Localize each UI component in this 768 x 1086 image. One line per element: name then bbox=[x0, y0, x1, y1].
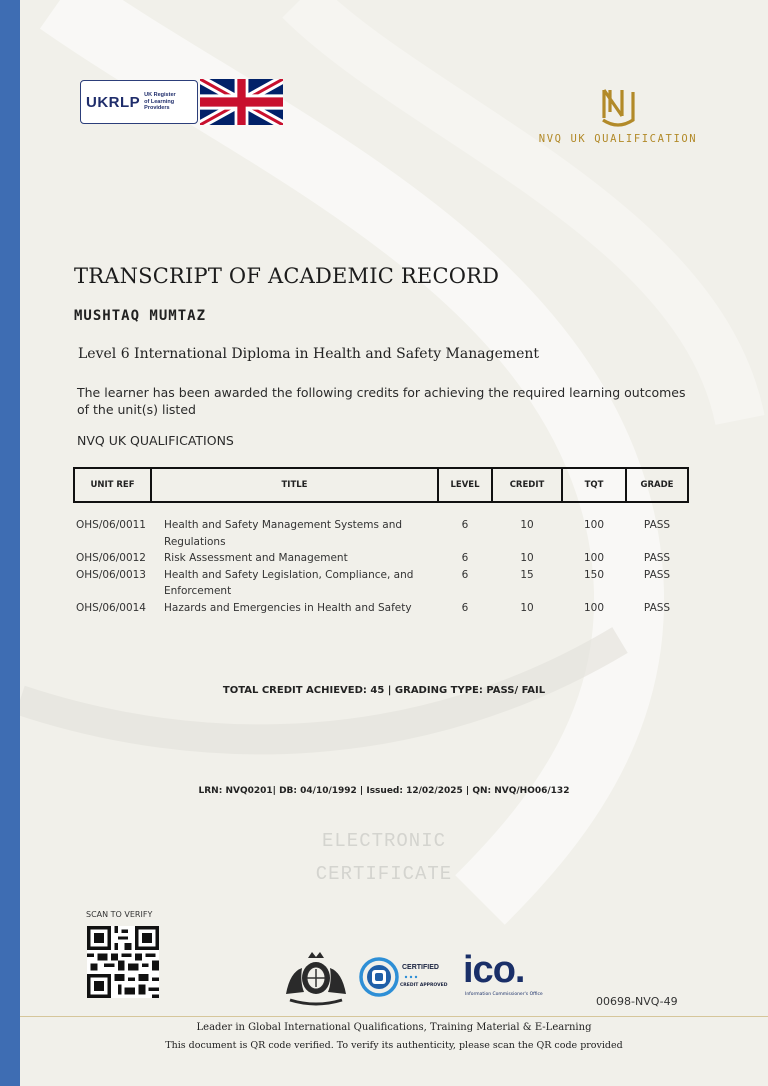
scan-to-verify-label: SCAN TO VERIFY bbox=[86, 910, 153, 919]
provider-name: NVQ UK QUALIFICATIONS bbox=[77, 433, 234, 448]
ukrlp-subtitle: UK Register of Learning Providers bbox=[144, 92, 176, 112]
unit-tqt: 150 bbox=[583, 568, 605, 581]
footer-divider bbox=[20, 1016, 768, 1017]
ukrlp-logo-text: UKRLP bbox=[86, 93, 141, 111]
header-grade: GRADE bbox=[626, 468, 688, 502]
certificate-code: 00698-NVQ-49 bbox=[596, 995, 678, 1008]
royal-coat-of-arms-icon bbox=[280, 948, 352, 1008]
unit-title: Health and Safety Management Systems and Regulations bbox=[164, 519, 403, 548]
header-title: TITLE bbox=[151, 468, 438, 502]
unit-tqt: 100 bbox=[583, 552, 605, 564]
footer-verification-note: This document is QR code verified. To verify its authenticity, please scan the QR code provided bbox=[165, 1040, 623, 1051]
footer-tagline: Leader in Global International Qualifications, Training Material & E-Learning bbox=[196, 1022, 592, 1033]
unit-grade: PASS bbox=[643, 568, 671, 581]
learner-meta: LRN: NVQ0201| DB: 04/10/1992 | Issued: 12/02/2025 | QN: NVQ/HO06/132 bbox=[198, 786, 570, 796]
unit-tqt: 100 bbox=[583, 519, 605, 531]
table-header-row bbox=[74, 468, 688, 502]
unit-grade: PASS bbox=[643, 519, 671, 531]
unit-tqt: 100 bbox=[583, 601, 605, 614]
unit-ref: OHS/06/0014 bbox=[76, 601, 146, 614]
header-credit: CREDIT bbox=[492, 468, 562, 502]
unit-ref: OHS/06/0011 bbox=[76, 519, 146, 531]
header-tqt: TQT bbox=[562, 468, 626, 502]
page-title: TRANSCRIPT OF ACADEMIC RECORD bbox=[74, 264, 500, 288]
header-unit-ref: UNIT REF bbox=[74, 468, 151, 502]
total-credit: TOTAL CREDIT ACHIEVED: 45 | GRADING TYPE: PASS/ FAIL bbox=[222, 685, 546, 696]
unit-credit: 10 bbox=[520, 552, 534, 564]
table-row bbox=[74, 550, 688, 567]
table-row bbox=[74, 502, 688, 550]
qr-code-icon[interactable] bbox=[87, 926, 159, 998]
qualification-title: Level 6 International Diploma in Health and Safety Management bbox=[78, 346, 540, 362]
unit-grade: PASS bbox=[643, 552, 671, 564]
unit-credit: 10 bbox=[520, 601, 534, 614]
table-row bbox=[74, 567, 688, 600]
header-level: LEVEL bbox=[438, 468, 492, 502]
learner-name: MUSHTAQ MUMTAZ bbox=[74, 308, 207, 324]
ukrlp-logo bbox=[80, 80, 198, 124]
uk-flag-icon bbox=[200, 79, 283, 125]
cpd-credit-approved-label: CREDIT APPROVED bbox=[400, 983, 448, 988]
unit-ref: OHS/06/0012 bbox=[76, 552, 146, 564]
nvq-monogram-icon bbox=[600, 88, 636, 128]
table-row bbox=[74, 600, 688, 617]
brand-name: NVQ UK QUALIFICATION bbox=[538, 133, 698, 145]
side-accent-bar bbox=[0, 0, 20, 1086]
unit-credit: 15 bbox=[520, 568, 534, 581]
unit-title: Health and Safety Legislation, Compliance, and Enforcement bbox=[164, 568, 414, 597]
intro-text: The learner has been awarded the following credits for achieving the required learning outcomes of the unit(s) listed bbox=[77, 385, 686, 417]
unit-credit: 10 bbox=[520, 519, 534, 531]
ico-subtitle: Information Commissioner's Office bbox=[465, 992, 543, 997]
unit-level: 6 bbox=[461, 519, 469, 531]
unit-level: 6 bbox=[461, 568, 469, 581]
unit-grade: PASS bbox=[643, 601, 671, 614]
watermark-line-2: CERTIFICATE bbox=[315, 863, 453, 885]
ico-logo: ico. bbox=[463, 949, 525, 991]
cpd-certified-label: CERTIFIED bbox=[402, 964, 439, 971]
unit-level: 6 bbox=[461, 552, 469, 564]
unit-level: 6 bbox=[461, 601, 469, 614]
electronic-certificate-watermark bbox=[0, 825, 768, 891]
units-table bbox=[73, 467, 689, 616]
watermark-line-1: ELECTRONIC bbox=[321, 830, 447, 852]
unit-title: Hazards and Emergencies in Health and Safety bbox=[164, 601, 412, 614]
cpd-certified-badge bbox=[358, 955, 456, 999]
unit-title: Risk Assessment and Management bbox=[164, 552, 348, 564]
unit-ref: OHS/06/0013 bbox=[76, 568, 146, 581]
